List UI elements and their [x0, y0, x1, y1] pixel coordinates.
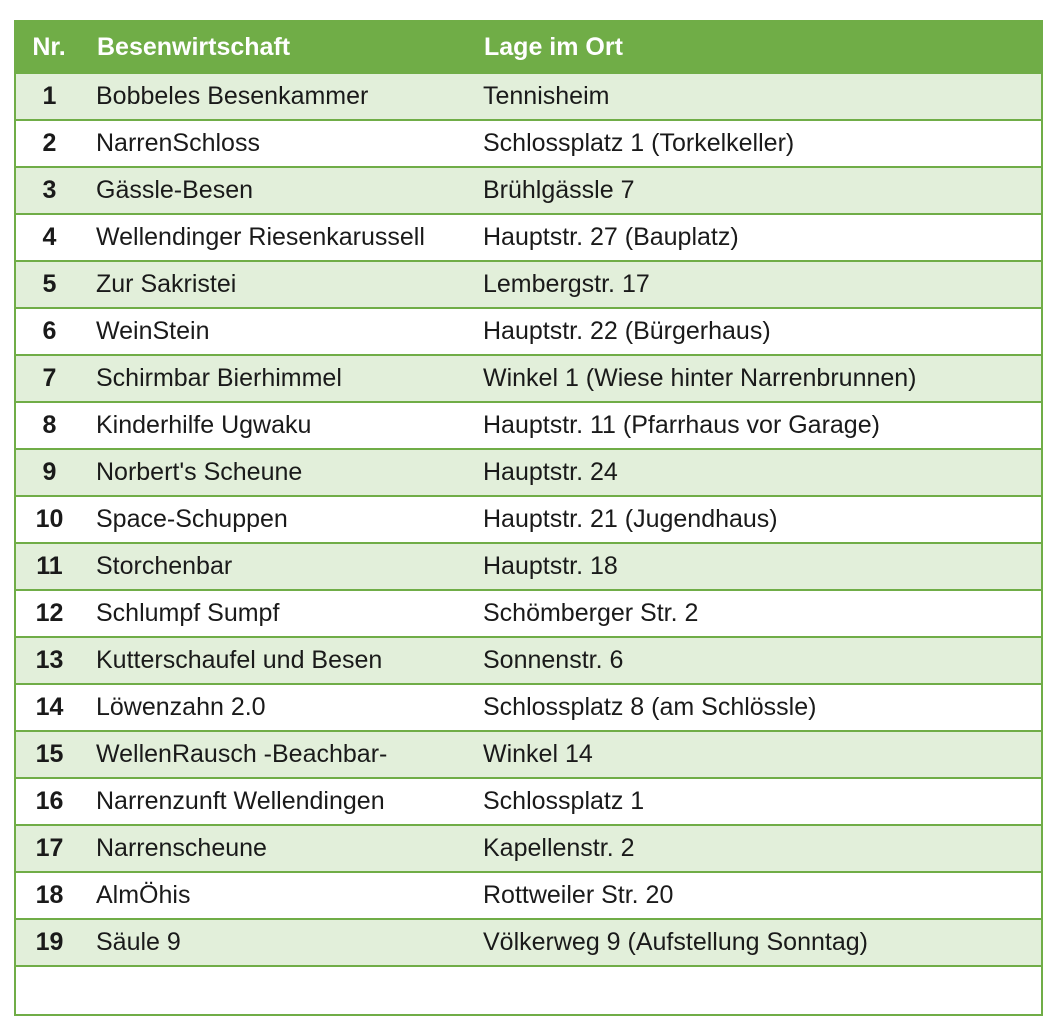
- table-row: [15, 355, 1042, 402]
- empty-cell: [473, 966, 1042, 1015]
- row-location: Hauptstr. 24: [473, 449, 1042, 496]
- header-besenwirtschaft: Besenwirtschaft: [83, 21, 473, 73]
- row-besenwirtschaft: Space-Schuppen: [83, 496, 473, 543]
- row-number: 5: [15, 261, 83, 308]
- row-besenwirtschaft: Storchenbar: [83, 543, 473, 590]
- row-number: 14: [15, 684, 83, 731]
- table-row: [15, 778, 1042, 825]
- table-row: [15, 449, 1042, 496]
- row-besenwirtschaft: Narrenscheune: [83, 825, 473, 872]
- row-location: Winkel 14: [473, 731, 1042, 778]
- row-location: Kapellenstr. 2: [473, 825, 1042, 872]
- table-row: [15, 214, 1042, 261]
- row-besenwirtschaft: Kutterschaufel und Besen: [83, 637, 473, 684]
- empty-row: [15, 966, 1042, 1015]
- table-row: [15, 261, 1042, 308]
- row-number: 7: [15, 355, 83, 402]
- row-location: Schlossplatz 8 (am Schlössle): [473, 684, 1042, 731]
- row-number: 19: [15, 919, 83, 966]
- row-number: 8: [15, 402, 83, 449]
- row-besenwirtschaft: Schlumpf Sumpf: [83, 590, 473, 637]
- row-number: 18: [15, 872, 83, 919]
- row-location: Schlossplatz 1: [473, 778, 1042, 825]
- table-row: [15, 543, 1042, 590]
- header-lage-im-ort: Lage im Ort: [473, 21, 1042, 73]
- table-row: [15, 308, 1042, 355]
- row-besenwirtschaft: Wellendinger Riesenkarussell: [83, 214, 473, 261]
- empty-cell: [83, 966, 473, 1015]
- table-row: [15, 872, 1042, 919]
- row-location: Rottweiler Str. 20: [473, 872, 1042, 919]
- besenwirtschaften-table: [14, 20, 1043, 1016]
- row-besenwirtschaft: Gässle-Besen: [83, 167, 473, 214]
- row-besenwirtschaft: Löwenzahn 2.0: [83, 684, 473, 731]
- row-location: Völkerweg 9 (Aufstellung Sonntag): [473, 919, 1042, 966]
- row-number: 13: [15, 637, 83, 684]
- row-besenwirtschaft: WellenRausch -Beachbar-: [83, 731, 473, 778]
- row-besenwirtschaft: WeinStein: [83, 308, 473, 355]
- row-number: 16: [15, 778, 83, 825]
- row-number: 6: [15, 308, 83, 355]
- table-row: [15, 684, 1042, 731]
- table-row: [15, 496, 1042, 543]
- row-number: 15: [15, 731, 83, 778]
- row-location: Schömberger Str. 2: [473, 590, 1042, 637]
- row-location: Sonnenstr. 6: [473, 637, 1042, 684]
- row-besenwirtschaft: Säule 9: [83, 919, 473, 966]
- row-number: 3: [15, 167, 83, 214]
- row-besenwirtschaft: Kinderhilfe Ugwaku: [83, 402, 473, 449]
- row-location: Hauptstr. 18: [473, 543, 1042, 590]
- row-location: Schlossplatz 1 (Torkelkeller): [473, 120, 1042, 167]
- table-row: [15, 402, 1042, 449]
- row-besenwirtschaft: Zur Sakristei: [83, 261, 473, 308]
- table-row: [15, 590, 1042, 637]
- row-number: 4: [15, 214, 83, 261]
- row-location: Hauptstr. 22 (Bürgerhaus): [473, 308, 1042, 355]
- table-row: [15, 731, 1042, 778]
- table-body: [15, 73, 1042, 1015]
- row-location: Hauptstr. 27 (Bauplatz): [473, 214, 1042, 261]
- row-location: Brühlgässle 7: [473, 167, 1042, 214]
- row-location: Hauptstr. 11 (Pfarrhaus vor Garage): [473, 402, 1042, 449]
- row-besenwirtschaft: AlmÖhis: [83, 872, 473, 919]
- row-number: 12: [15, 590, 83, 637]
- table-row: [15, 120, 1042, 167]
- row-besenwirtschaft: Narrenzunft Wellendingen: [83, 778, 473, 825]
- row-location: Tennisheim: [473, 73, 1042, 120]
- row-number: 1: [15, 73, 83, 120]
- row-number: 2: [15, 120, 83, 167]
- row-number: 9: [15, 449, 83, 496]
- table-row: [15, 73, 1042, 120]
- row-besenwirtschaft: Norbert's Scheune: [83, 449, 473, 496]
- besenwirtschaften-table-container: [14, 20, 1041, 1016]
- row-besenwirtschaft: NarrenSchloss: [83, 120, 473, 167]
- row-location: Hauptstr. 21 (Jugendhaus): [473, 496, 1042, 543]
- row-besenwirtschaft: Bobbeles Besenkammer: [83, 73, 473, 120]
- table-row: [15, 825, 1042, 872]
- row-number: 10: [15, 496, 83, 543]
- row-besenwirtschaft: Schirmbar Bierhimmel: [83, 355, 473, 402]
- row-location: Lembergstr. 17: [473, 261, 1042, 308]
- table-row: [15, 167, 1042, 214]
- header-row: [15, 21, 1042, 73]
- empty-cell: [15, 966, 83, 1015]
- row-location: Winkel 1 (Wiese hinter Narrenbrunnen): [473, 355, 1042, 402]
- row-number: 17: [15, 825, 83, 872]
- header-nr: Nr.: [15, 21, 83, 73]
- row-number: 11: [15, 543, 83, 590]
- table-header: [15, 21, 1042, 73]
- table-row: [15, 919, 1042, 966]
- table-row: [15, 637, 1042, 684]
